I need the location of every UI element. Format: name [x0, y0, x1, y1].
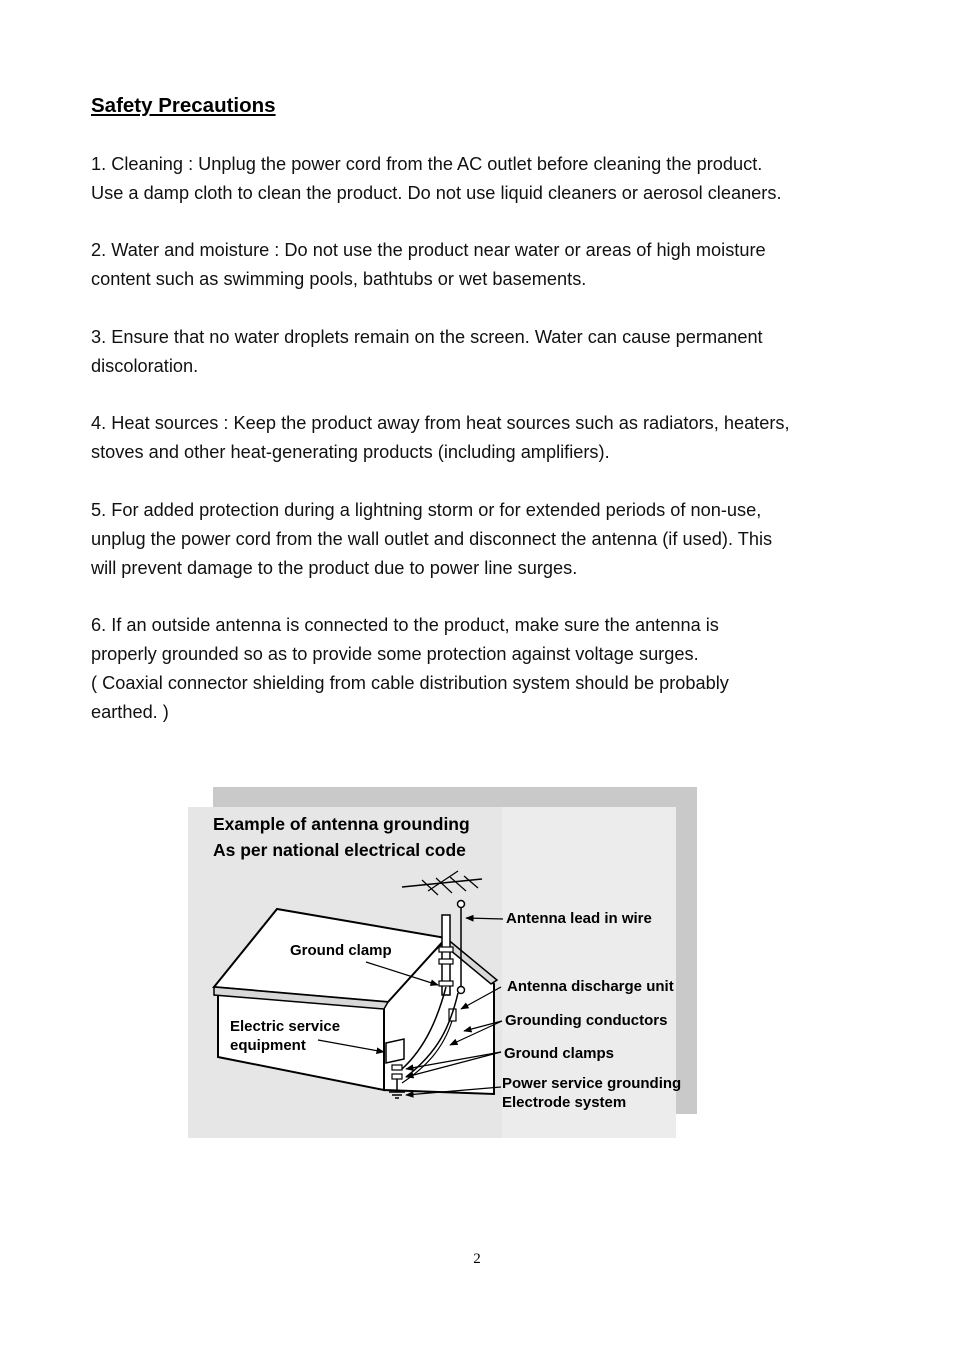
ground-clamp-mark [439, 981, 453, 986]
text-line: 2. Water and moisture : Do not use the product near water or areas of high moisture [91, 240, 766, 260]
label-ground-clamp: Ground clamp [290, 942, 392, 959]
safety-item-heat-sources [91, 409, 891, 467]
label-power-service-line-2: Electrode system [502, 1094, 627, 1111]
page-number: 2 [473, 1251, 481, 1267]
safety-item-water-droplets [91, 323, 891, 381]
safety-item-cleaning [91, 150, 891, 208]
label-power-service-line-1: Power service grounding [502, 1075, 682, 1092]
figure-title-line-2: As per national electrical code [213, 840, 466, 860]
text-line: content such as swimming pools, bathtubs or wet basements. [91, 269, 587, 289]
text-line: stoves and other heat-generating products (including amplifiers). [91, 442, 610, 462]
label-electric-service-line-2: equipment [230, 1037, 306, 1054]
text-line: properly grounded so as to provide some protection against voltage surges. [91, 644, 699, 664]
figure-title-line-1: Example of antenna grounding [213, 814, 470, 834]
text-line: unplug the power cord from the wall outlet and disconnect the antenna (if used). This [91, 529, 773, 549]
safety-item-outside-antenna [91, 611, 891, 727]
mast-clamp [439, 947, 453, 952]
safety-item-lightning [91, 496, 891, 583]
label-grounding-conductors: Grounding conductors [505, 1012, 668, 1029]
text-line: 3. Ensure that no water droplets remain on the screen. Water can cause permanent [91, 327, 763, 347]
text-line: discoloration. [91, 356, 199, 376]
label-ground-clamps: Ground clamps [504, 1045, 615, 1062]
text-line: 1. Cleaning : Unplug the power cord from the AC outlet before cleaning the product. [91, 154, 763, 174]
text-line: 6. If an outside antenna is connected to the product, make sure the antenna is [91, 615, 719, 635]
text-line: 5. For added protection during a lightning storm or for extended periods of non-use, [91, 500, 762, 520]
label-antenna-lead-in-wire: Antenna lead in wire [506, 910, 652, 927]
text-line: ( Coaxial connector shielding from cable distribution system should be probably [91, 673, 729, 693]
text-line: earthed. ) [91, 702, 169, 722]
safety-item-water-moisture [91, 236, 891, 294]
text-line: 4. Heat sources : Keep the product away from heat sources such as radiators, heaters, [91, 413, 790, 433]
text-line: will prevent damage to the product due to power line surges. [91, 558, 578, 578]
label-antenna-discharge-unit: Antenna discharge unit [507, 978, 674, 995]
text-line: Use a damp cloth to clean the product. Do not use liquid cleaners or aerosol cleaners. [91, 183, 782, 203]
label-electric-service-line-1: Electric service [230, 1018, 341, 1035]
mast-clamp [439, 959, 453, 964]
page-title: Safety Precautions [91, 94, 276, 117]
electric-service-box [386, 1039, 404, 1063]
antenna-grounding-figure [188, 787, 698, 1139]
